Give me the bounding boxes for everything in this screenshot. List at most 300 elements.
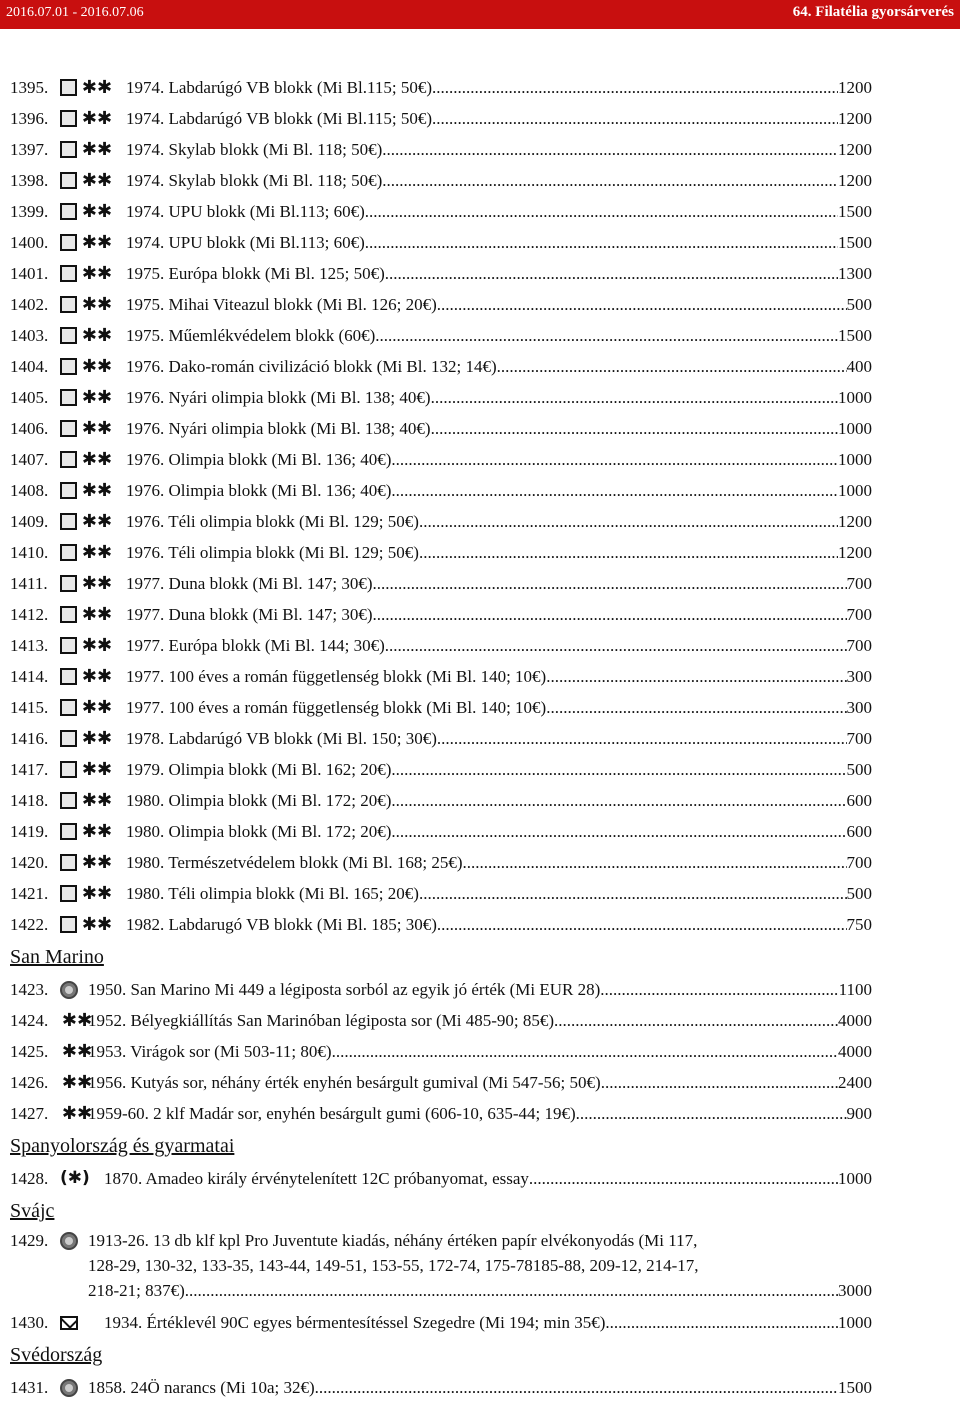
lot-description — [126, 320, 872, 351]
lot-description — [126, 847, 872, 878]
lot-number: 1416. — [10, 729, 49, 748]
double-star-icon: ✱✱ — [81, 696, 113, 718]
lot-price: 1300 — [838, 264, 872, 283]
double-star-icon: ✱✱ — [81, 262, 113, 284]
lot-row — [10, 1005, 872, 1036]
condition-icons — [60, 413, 114, 444]
double-star-icon: ✱✱ — [81, 665, 113, 687]
lot-description — [126, 444, 872, 475]
lot-continuation — [10, 1278, 872, 1303]
dot-leader — [315, 1372, 838, 1403]
lot-price: 700 — [846, 605, 872, 624]
lot-row — [10, 537, 872, 568]
dot-leader — [437, 909, 847, 940]
lot-text: 1959-60. 2 klf Madár sor, enyhén besárgult gumi (606-10, 635-44; 19€) — [88, 1104, 576, 1123]
lot-row — [10, 1228, 872, 1253]
dot-leader — [437, 289, 847, 320]
dot-leader — [391, 475, 838, 506]
lot-price: 3000 — [838, 1281, 872, 1300]
lot-description — [126, 227, 872, 258]
lot-text: 1975. Műemlékvédelem blokk (60€) — [126, 326, 376, 345]
block-icon — [60, 296, 77, 313]
lot-text: 1982. Labdarugó VB blokk (Mi Bl. 185; 30€) — [126, 915, 437, 934]
block-icon — [60, 482, 77, 499]
dot-leader — [432, 103, 838, 134]
block-icon — [60, 668, 77, 685]
lot-text: 1858. 24Ö narancs (Mi 10a; 32€) — [88, 1378, 315, 1397]
lot-number: 1421. — [10, 884, 49, 903]
lot-continuation — [10, 1253, 872, 1278]
lot-number: 1398. — [10, 171, 49, 190]
double-star-icon: ✱✱ — [81, 572, 113, 594]
condition-icons — [60, 754, 114, 785]
lot-number: 1411. — [10, 574, 48, 593]
block-icon — [60, 885, 77, 902]
block-icon — [60, 730, 77, 747]
condition-icons — [60, 165, 114, 196]
dot-leader — [365, 196, 838, 227]
lot-row — [10, 506, 872, 537]
lot-price: 900 — [846, 1104, 872, 1123]
lot-number: 1401. — [10, 264, 49, 283]
condition-icons — [60, 909, 114, 940]
double-star-icon: ✱✱ — [61, 1071, 93, 1093]
dot-leader — [391, 754, 846, 785]
lot-number: 1419. — [10, 822, 49, 841]
lot-text: 1870. Amadeo király érvénytelenített 12C próbanyomat, essay — [104, 1169, 529, 1188]
dot-leader — [546, 661, 846, 692]
cancelled-icon — [60, 981, 78, 999]
dot-leader — [419, 537, 838, 568]
lot-list — [10, 72, 872, 1403]
lot-number: 1402. — [10, 295, 49, 314]
lot-description — [126, 723, 872, 754]
lot-number: 1427. — [10, 1104, 49, 1123]
lot-number: 1407. — [10, 450, 49, 469]
envelope-icon — [60, 1316, 78, 1330]
double-star-icon: ✱✱ — [81, 758, 113, 780]
lot-description — [88, 1228, 872, 1253]
lot-row — [10, 1036, 872, 1067]
double-star-icon: ✱✱ — [81, 293, 113, 315]
lot-text: 1974. Labdarúgó VB blokk (Mi Bl.115; 50€) — [126, 109, 432, 128]
lot-price: 500 — [846, 884, 872, 903]
double-star-icon: ✱✱ — [81, 138, 113, 160]
double-star-icon: ✱✱ — [81, 355, 113, 377]
lot-text: 1976. Olimpia blokk (Mi Bl. 136; 40€) — [126, 481, 392, 500]
lot-price: 1000 — [838, 388, 872, 407]
block-icon — [60, 79, 77, 96]
condition-icons — [60, 1372, 78, 1403]
lot-description — [126, 661, 872, 692]
lot-price: 1200 — [838, 543, 872, 562]
lot-row — [10, 72, 872, 103]
block-icon — [60, 606, 77, 623]
lot-description — [88, 1036, 872, 1067]
lot-description — [126, 351, 872, 382]
double-star-icon: ✱✱ — [81, 541, 113, 563]
double-star-icon: ✱✱ — [81, 851, 113, 873]
lot-description — [126, 258, 872, 289]
lot-row — [10, 630, 872, 661]
lot-number: 1399. — [10, 202, 49, 221]
lot-number: 1397. — [10, 140, 49, 159]
lot-description — [126, 103, 872, 134]
lot-description — [126, 816, 872, 847]
lot-number: 1396. — [10, 109, 49, 128]
section-svajc — [10, 1194, 872, 1228]
lot-description — [88, 1067, 872, 1098]
lot-price: 300 — [846, 667, 872, 686]
lot-row — [10, 1163, 872, 1194]
lot-price: 700 — [846, 574, 872, 593]
lot-price: 4000 — [838, 1042, 872, 1061]
lot-row — [10, 196, 872, 227]
lot-row — [10, 599, 872, 630]
dot-leader — [600, 974, 838, 1005]
section-title: Spanyolország és gyarmatai — [10, 1135, 235, 1157]
lot-description — [104, 1163, 872, 1194]
lot-text: 1934. Értéklevél 90C egyes bérmentesítéssel Szegedre (Mi 194; min 35€) — [104, 1313, 606, 1332]
lot-row — [10, 847, 872, 878]
dot-leader — [391, 785, 846, 816]
lot-row — [10, 165, 872, 196]
block-icon — [60, 389, 77, 406]
lot-description — [126, 909, 872, 940]
block-icon — [60, 203, 77, 220]
double-star-icon: ✱✱ — [81, 231, 113, 253]
lot-price: 500 — [846, 760, 872, 779]
condition-icons — [60, 475, 114, 506]
lot-number: 1417. — [10, 760, 49, 779]
lot-row — [10, 754, 872, 785]
double-star-icon: ✱✱ — [61, 1009, 93, 1031]
lot-number: 1429. — [10, 1231, 49, 1250]
lot-description — [126, 72, 872, 103]
dot-leader — [332, 1036, 838, 1067]
lot-price: 700 — [846, 853, 872, 872]
lot-number: 1408. — [10, 481, 49, 500]
block-icon — [60, 823, 77, 840]
lot-price: 1000 — [838, 419, 872, 438]
block-icon — [60, 792, 77, 809]
block-icon — [60, 420, 77, 437]
auction-title: 64. Filatélia gyorsárverés — [792, 4, 954, 20]
block-icon — [60, 637, 77, 654]
condition-icons — [60, 537, 114, 568]
lot-row — [10, 289, 872, 320]
block-icon — [60, 234, 77, 251]
lot-description — [126, 878, 872, 909]
condition-icons — [60, 134, 114, 165]
block-icon — [60, 451, 77, 468]
lot-description — [126, 196, 872, 227]
lot-text: 1974. UPU blokk (Mi Bl.113; 60€) — [126, 202, 365, 221]
condition-icons — [60, 227, 114, 258]
lot-number: 1431. — [10, 1378, 49, 1397]
lot-price: 1000 — [838, 1169, 872, 1188]
block-icon — [60, 265, 77, 282]
block-icon — [60, 699, 77, 716]
dot-leader — [431, 382, 838, 413]
condition-icons — [60, 785, 114, 816]
lot-description — [126, 754, 872, 785]
lot-row — [10, 816, 872, 847]
block-icon — [60, 916, 77, 933]
dot-leader — [382, 165, 838, 196]
lot-description — [88, 1005, 872, 1036]
lot-number: 1430. — [10, 1313, 49, 1332]
lot-number: 1425. — [10, 1042, 49, 1061]
dot-leader — [375, 320, 838, 351]
condition-icons — [60, 1163, 90, 1194]
double-star-icon: ✱✱ — [81, 603, 113, 625]
lot-description — [126, 568, 872, 599]
lot-description — [126, 692, 872, 723]
lot-text: 1976. Téli olimpia blokk (Mi Bl. 129; 50€) — [126, 512, 419, 531]
condition-icons — [60, 692, 114, 723]
condition-icons — [60, 630, 114, 661]
condition-icons — [60, 72, 114, 103]
dot-leader — [463, 847, 847, 878]
lot-text: 1977. 100 éves a román függetlenség blokk (Mi Bl. 140; 10€) — [126, 698, 547, 717]
block-icon — [60, 327, 77, 344]
dot-leader — [419, 878, 847, 909]
lot-text: 1956. Kutyás sor, néhány érték enyhén besárgult gumival (Mi 547-56; 50€) — [88, 1073, 601, 1092]
dot-leader — [601, 1067, 838, 1098]
lot-text: 1950. San Marino Mi 449 a légiposta sorból az egyik jó érték (Mi EUR 28) — [88, 980, 601, 999]
dot-leader — [554, 1005, 838, 1036]
double-star-icon: ✱✱ — [61, 1040, 93, 1062]
lot-price: 2400 — [838, 1073, 872, 1092]
lot-description — [126, 537, 872, 568]
double-star-icon: ✱✱ — [81, 913, 113, 935]
section-spanyolorszag — [10, 1129, 872, 1163]
lot-description — [88, 1372, 872, 1403]
lot-text: 1913-26. 13 db klf kpl Pro Juventute kiadás, néhány értéken papír elvékonyodás (Mi 117, — [88, 1231, 698, 1250]
lot-number: 1414. — [10, 667, 49, 686]
lot-description — [88, 974, 872, 1005]
double-star-icon: ✱✱ — [61, 1102, 93, 1124]
condition-icons — [60, 289, 114, 320]
section-title: Svédország — [10, 1344, 103, 1366]
double-star-icon: ✱✱ — [81, 634, 113, 656]
lot-text: 1974. UPU blokk (Mi Bl.113; 60€) — [126, 233, 365, 252]
lot-description — [126, 289, 872, 320]
dot-leader — [385, 630, 847, 661]
lot-number: 1412. — [10, 605, 49, 624]
lot-number: 1418. — [10, 791, 49, 810]
lot-price: 1000 — [838, 481, 872, 500]
lot-number: 1403. — [10, 326, 49, 345]
lot-price: 1500 — [838, 1378, 872, 1397]
dot-leader — [529, 1163, 838, 1194]
lot-text: 1977. Európa blokk (Mi Bl. 144; 30€) — [126, 636, 385, 655]
lot-number: 1406. — [10, 419, 49, 438]
dot-leader — [185, 1278, 838, 1303]
auction-dates: 2016.07.01 - 2016.07.06 — [6, 5, 144, 20]
lot-price: 400 — [846, 357, 872, 376]
double-star-icon: ✱✱ — [81, 324, 113, 346]
lot-price: 1200 — [838, 140, 872, 159]
condition-icons — [60, 444, 114, 475]
lot-description — [104, 1307, 872, 1338]
lot-text: 1974. Labdarúgó VB blokk (Mi Bl.115; 50€) — [126, 78, 432, 97]
lot-text: 1977. Duna blokk (Mi Bl. 147; 30€) — [126, 574, 373, 593]
lot-row — [10, 103, 872, 134]
double-star-icon: ✱✱ — [81, 820, 113, 842]
lot-text: 1976. Nyári olimpia blokk (Mi Bl. 138; 40€) — [126, 419, 431, 438]
double-star-icon: ✱✱ — [81, 417, 113, 439]
lot-text: 218-21; 837€) — [88, 1281, 185, 1300]
lot-row — [10, 258, 872, 289]
lot-number: 1420. — [10, 853, 49, 872]
cancelled-icon — [60, 1232, 78, 1250]
dot-leader — [373, 599, 847, 630]
double-star-icon: ✱✱ — [81, 76, 113, 98]
lot-text: 1976. Téli olimpia blokk (Mi Bl. 129; 50€) — [126, 543, 419, 562]
lot-number: 1409. — [10, 512, 49, 531]
lot-description — [126, 475, 872, 506]
dot-leader — [546, 692, 846, 723]
lot-price: 1200 — [838, 78, 872, 97]
lot-price: 1500 — [838, 233, 872, 252]
lot-row — [10, 568, 872, 599]
lot-number: 1424. — [10, 1011, 49, 1030]
hinged-star-icon: (✱) — [60, 1168, 90, 1188]
lot-row — [10, 227, 872, 258]
lot-row — [10, 785, 872, 816]
lot-price: 1200 — [838, 512, 872, 531]
lot-number: 1410. — [10, 543, 49, 562]
condition-icons — [60, 196, 114, 227]
block-icon — [60, 854, 77, 871]
lot-description — [126, 599, 872, 630]
condition-icons — [60, 1307, 78, 1338]
lot-text: 1977. 100 éves a román függetlenség blokk (Mi Bl. 140; 10€) — [126, 667, 547, 686]
condition-icons — [60, 974, 78, 1005]
block-icon — [60, 358, 77, 375]
lot-price: 600 — [846, 791, 872, 810]
double-star-icon: ✱✱ — [81, 386, 113, 408]
block-icon — [60, 513, 77, 530]
double-star-icon: ✱✱ — [81, 169, 113, 191]
block-icon — [60, 172, 77, 189]
lot-price: 1500 — [838, 202, 872, 221]
lot-number: 1405. — [10, 388, 49, 407]
lot-row — [10, 692, 872, 723]
lot-number: 1395. — [10, 78, 49, 97]
dot-leader — [365, 227, 838, 258]
double-star-icon: ✱✱ — [81, 510, 113, 532]
lot-text: 1980. Olimpia blokk (Mi Bl. 172; 20€) — [126, 791, 392, 810]
lot-text: 1976. Nyári olimpia blokk (Mi Bl. 138; 40€) — [126, 388, 431, 407]
condition-icons — [60, 568, 114, 599]
lot-description — [126, 630, 872, 661]
lot-row — [10, 1098, 872, 1129]
dot-leader — [576, 1098, 847, 1129]
lot-text: 1979. Olimpia blokk (Mi Bl. 162; 20€) — [126, 760, 392, 779]
lot-description — [126, 785, 872, 816]
lot-row — [10, 382, 872, 413]
lot-description — [126, 165, 872, 196]
condition-icons — [60, 103, 114, 134]
double-star-icon: ✱✱ — [81, 789, 113, 811]
dot-leader — [605, 1307, 838, 1338]
dot-leader — [385, 258, 838, 289]
lot-row — [10, 909, 872, 940]
section-title: Svájc — [10, 1200, 55, 1222]
lot-text: 1974. Skylab blokk (Mi Bl. 118; 50€) — [126, 140, 383, 159]
lot-price: 300 — [846, 698, 872, 717]
lot-number: 1404. — [10, 357, 49, 376]
lot-row — [10, 351, 872, 382]
lot-text: 1953. Virágok sor (Mi 503-11; 80€) — [88, 1042, 332, 1061]
lot-text: 1978. Labdarúgó VB blokk (Mi Bl. 150; 30€) — [126, 729, 437, 748]
lot-text: 1974. Skylab blokk (Mi Bl. 118; 50€) — [126, 171, 383, 190]
lot-description — [88, 1098, 872, 1129]
lot-number: 1413. — [10, 636, 49, 655]
condition-icons — [60, 258, 114, 289]
lot-row — [10, 878, 872, 909]
section-san-marino — [10, 940, 872, 974]
lot-price: 1200 — [838, 171, 872, 190]
double-star-icon: ✱✱ — [81, 882, 113, 904]
condition-icons — [60, 506, 114, 537]
lot-price: 700 — [846, 729, 872, 748]
lot-number: 1428. — [10, 1169, 49, 1188]
condition-icons — [60, 320, 114, 351]
double-star-icon: ✱✱ — [81, 727, 113, 749]
condition-icons — [60, 816, 114, 847]
lot-number: 1415. — [10, 698, 49, 717]
dot-leader — [373, 568, 847, 599]
lot-price: 1200 — [838, 109, 872, 128]
lot-row — [10, 974, 872, 1005]
lot-row — [10, 475, 872, 506]
lot-text: 1975. Európa blokk (Mi Bl. 125; 50€) — [126, 264, 385, 283]
lot-number: 1426. — [10, 1073, 49, 1092]
lot-price: 750 — [846, 915, 872, 934]
lot-price: 1000 — [838, 1313, 872, 1332]
lot-text: 1980. Természetvédelem blokk (Mi Bl. 168; 25€) — [126, 853, 463, 872]
dot-leader — [419, 506, 838, 537]
block-icon — [60, 141, 77, 158]
condition-icons — [60, 878, 114, 909]
lot-row — [10, 320, 872, 351]
lot-description — [126, 413, 872, 444]
lot-row — [10, 723, 872, 754]
block-icon — [60, 575, 77, 592]
double-star-icon: ✱✱ — [81, 479, 113, 501]
lot-description — [126, 506, 872, 537]
lot-price: 1500 — [838, 326, 872, 345]
dot-leader — [497, 351, 847, 382]
cancelled-icon — [60, 1379, 78, 1397]
lot-row — [10, 1307, 872, 1338]
lot-price: 4000 — [838, 1011, 872, 1030]
dot-leader — [382, 134, 838, 165]
lot-row — [10, 1067, 872, 1098]
lot-row — [10, 413, 872, 444]
lot-price: 1100 — [838, 980, 872, 999]
lot-price: 700 — [846, 636, 872, 655]
section-title: San Marino — [10, 946, 104, 968]
condition-icons — [60, 351, 114, 382]
lot-text: 1980. Olimpia blokk (Mi Bl. 172; 20€) — [126, 822, 392, 841]
lot-number: 1400. — [10, 233, 49, 252]
double-star-icon: ✱✱ — [81, 448, 113, 470]
